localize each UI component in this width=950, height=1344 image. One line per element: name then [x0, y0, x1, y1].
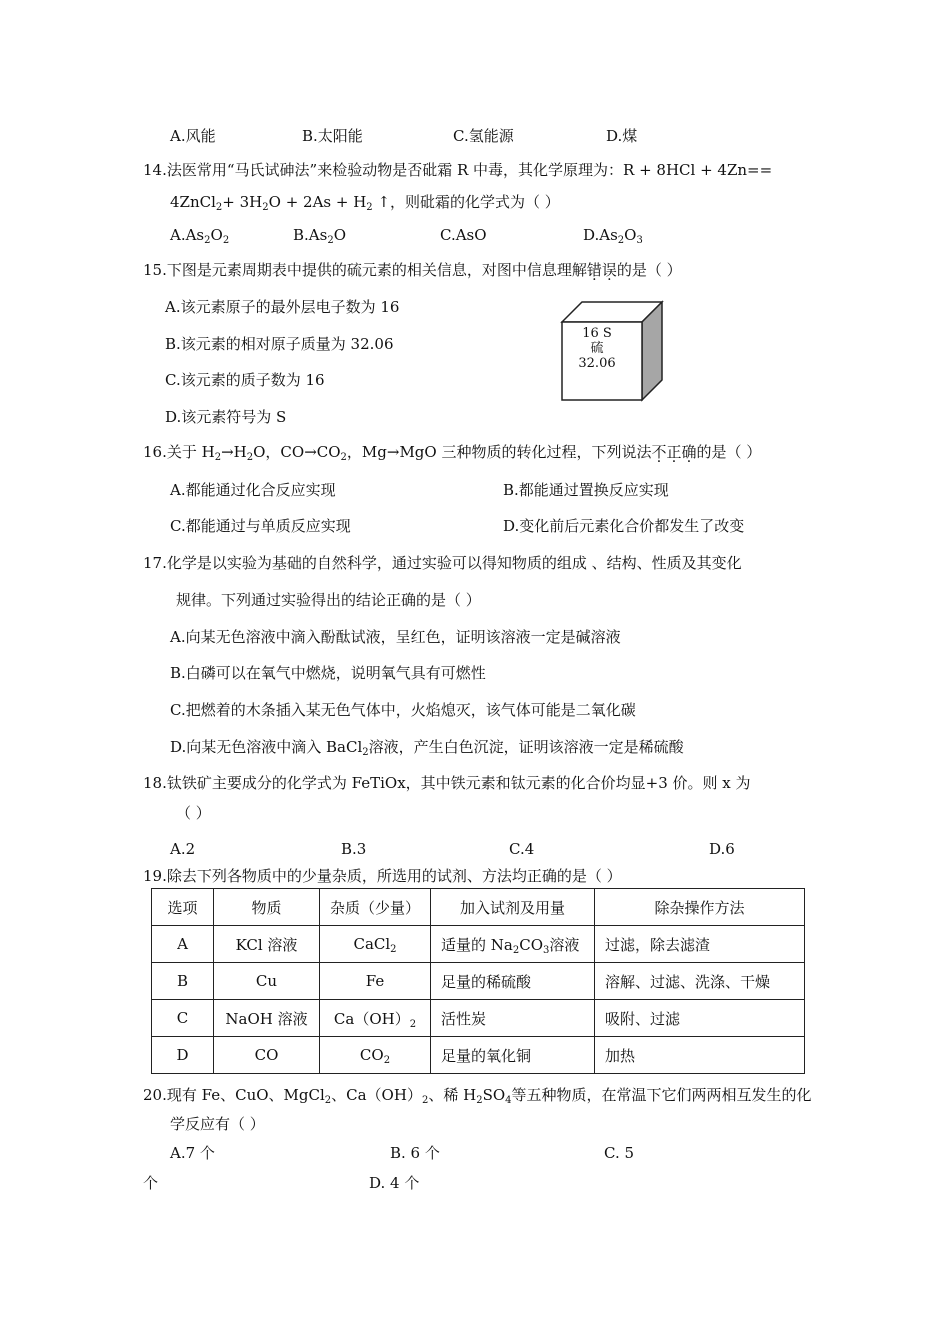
q17-stem-line2: 规律。下列通过实验得出的结论正确的是（ ） [176, 591, 481, 609]
row-d-option: D [152, 1037, 214, 1074]
q13-option-a: A.风能 [170, 127, 216, 145]
q14-option-b: $B.As_2O$ [293, 226, 347, 246]
q15-option-c: C.该元素的质子数为 16 [165, 371, 325, 389]
header-substance: 物质 [214, 889, 320, 926]
table-row [152, 963, 805, 1000]
row-d-substance: CO [214, 1037, 320, 1074]
card-number-symbol: 16 S [582, 326, 612, 341]
q15-option-b: B.该元素的相对原子质量为 32.06 [165, 335, 394, 353]
row-a-impurity: CaCl$_2$ [320, 926, 431, 963]
q14-option-d: $D.As_2O_3$ [583, 226, 643, 246]
row-b-impurity: Fe [320, 963, 431, 1000]
q18-stem-line2: （ ） [176, 804, 211, 822]
q17-option-d: D.向某无色溶液中滴入 BaCl$_2$溶液，产生白色沉淀，证明该溶液一定是稀硫酸 [170, 738, 684, 758]
q13-option-c: C.氢能源 [453, 127, 514, 145]
q15-stem: 15.下图是元素周期表中提供的硫元素的相关信息，对图中信息理解错误的是（ ） [143, 261, 682, 279]
q16-option-d: D.变化前后元素化合价都发生了改变 [503, 517, 745, 535]
q16-option-b: B.都能通过置换反应实现 [503, 481, 669, 499]
row-d-method: 加热 [595, 1037, 805, 1074]
q14-option-c: C.AsO [440, 226, 487, 244]
q16-option-a: A.都能通过化合反应实现 [170, 481, 336, 499]
table-row [152, 1000, 805, 1037]
q18-stem-line1: 18.钛铁矿主要成分的化学式为 FeTiOx，其中铁元素和钛元素的化合价均显+3 价。则 x 为 [143, 774, 751, 792]
q15-option-d: D.该元素符号为 S [165, 408, 287, 426]
q16-option-c: C.都能通过与单质反应实现 [170, 517, 351, 535]
q18-option-c: C.4 [509, 840, 535, 858]
q20-option-b: B. 6 个 [390, 1144, 440, 1162]
q18-option-a: A.2 [170, 840, 196, 858]
table-row [152, 926, 805, 963]
q18-option-b: B.3 [341, 840, 367, 858]
row-c-reagent: 活性炭 [431, 1000, 595, 1037]
q20-stem-line1: 20.现有 Fe、CuO、MgCl$_2$、$Ca(OH)_2$、稀 $H_2SO_4$等五种物质，在常温下它们两两相互发生的化 [143, 1086, 812, 1106]
row-b-method: 溶解、过滤、洗涤、干燥 [595, 963, 805, 1000]
row-b-option: B [152, 963, 214, 1000]
q17-option-c: C.把燃着的木条插入某无色气体中，火焰熄灭，该气体可能是二氧化碳 [170, 701, 636, 719]
row-a-option: A [152, 926, 214, 963]
row-c-method: 吸附、过滤 [595, 1000, 805, 1037]
q19-stem: 19.除去下列各物质中的少量杂质，所选用的试剂、方法均正确的是（ ） [143, 867, 622, 885]
card-atomic-mass: 32.06 [578, 356, 616, 371]
q15-option-a: A.该元素原子的最外层电子数为 16 [165, 298, 400, 316]
q14-stem-line1: 14.法医常用“马氏试砷法”来检验动物是否砒霜 R 中毒，其化学原理为：R + 8HCl + 4Zn== [143, 161, 773, 179]
q14-option-a: $A.As_2O_2$ [170, 226, 230, 246]
card-element-name: 硫 [590, 341, 604, 356]
q13-option-d: D.煤 [606, 127, 638, 145]
q18-option-d: D.6 [709, 840, 735, 858]
sulfur-card-text [562, 326, 632, 371]
q19-options-table [151, 888, 805, 1074]
row-d-reagent: 足量的氧化铜 [431, 1037, 595, 1074]
table-row [152, 1037, 805, 1074]
q20-option-a: A.7 个 [170, 1144, 215, 1162]
q17-option-a: A.向某无色溶液中滴入酚酞试液，呈红色，证明该溶液一定是碱溶液 [170, 628, 621, 646]
q20-option-d: D. 4 个 [369, 1174, 420, 1192]
row-a-method: 过滤，除去滤渣 [595, 926, 805, 963]
row-c-option: C [152, 1000, 214, 1037]
q13-option-b: B.太阳能 [302, 127, 363, 145]
row-b-reagent: 足量的稀硫酸 [431, 963, 595, 1000]
row-a-substance: KCl 溶液 [214, 926, 320, 963]
row-d-impurity: $CO_2$ [320, 1037, 431, 1074]
row-c-substance: NaOH 溶液 [214, 1000, 320, 1037]
q20-option-c: C. 5 [604, 1144, 635, 1162]
q20-stem-line2: 学反应有（ ） [170, 1115, 265, 1133]
q16-stem: 16.关于 $H_2\to H_2O$，$CO\to CO_2$，Mg→MgO 三种物质的转化过程，下列说法不正确的是（ ） [143, 443, 762, 463]
header-option: 选项 [152, 889, 214, 926]
q14-stem-line2: 4ZnCl$_2$+ $3H_2O + 2As + H_2$ ↑，则砒霜的化学式为（ ） [170, 193, 560, 213]
table-header-row [152, 889, 805, 926]
header-method: 除杂操作方法 [595, 889, 805, 926]
row-a-reagent: 适量的 $Na_2CO_3$溶液 [431, 926, 595, 963]
q17-stem-line1: 17.化学是以实验为基础的自然科学，通过实验可以得知物质的组成 、结构、性质及其变化 [143, 554, 742, 572]
header-reagent: 加入试剂及用量 [431, 889, 595, 926]
q20-option-c-tail: 个 [143, 1174, 159, 1192]
header-impurity: 杂质（少量） [320, 889, 431, 926]
row-b-substance: Cu [214, 963, 320, 1000]
q17-option-b: B.白磷可以在氧气中燃烧，说明氧气具有可燃性 [170, 664, 486, 682]
row-c-impurity: $Ca(OH)_2$ [320, 1000, 431, 1037]
